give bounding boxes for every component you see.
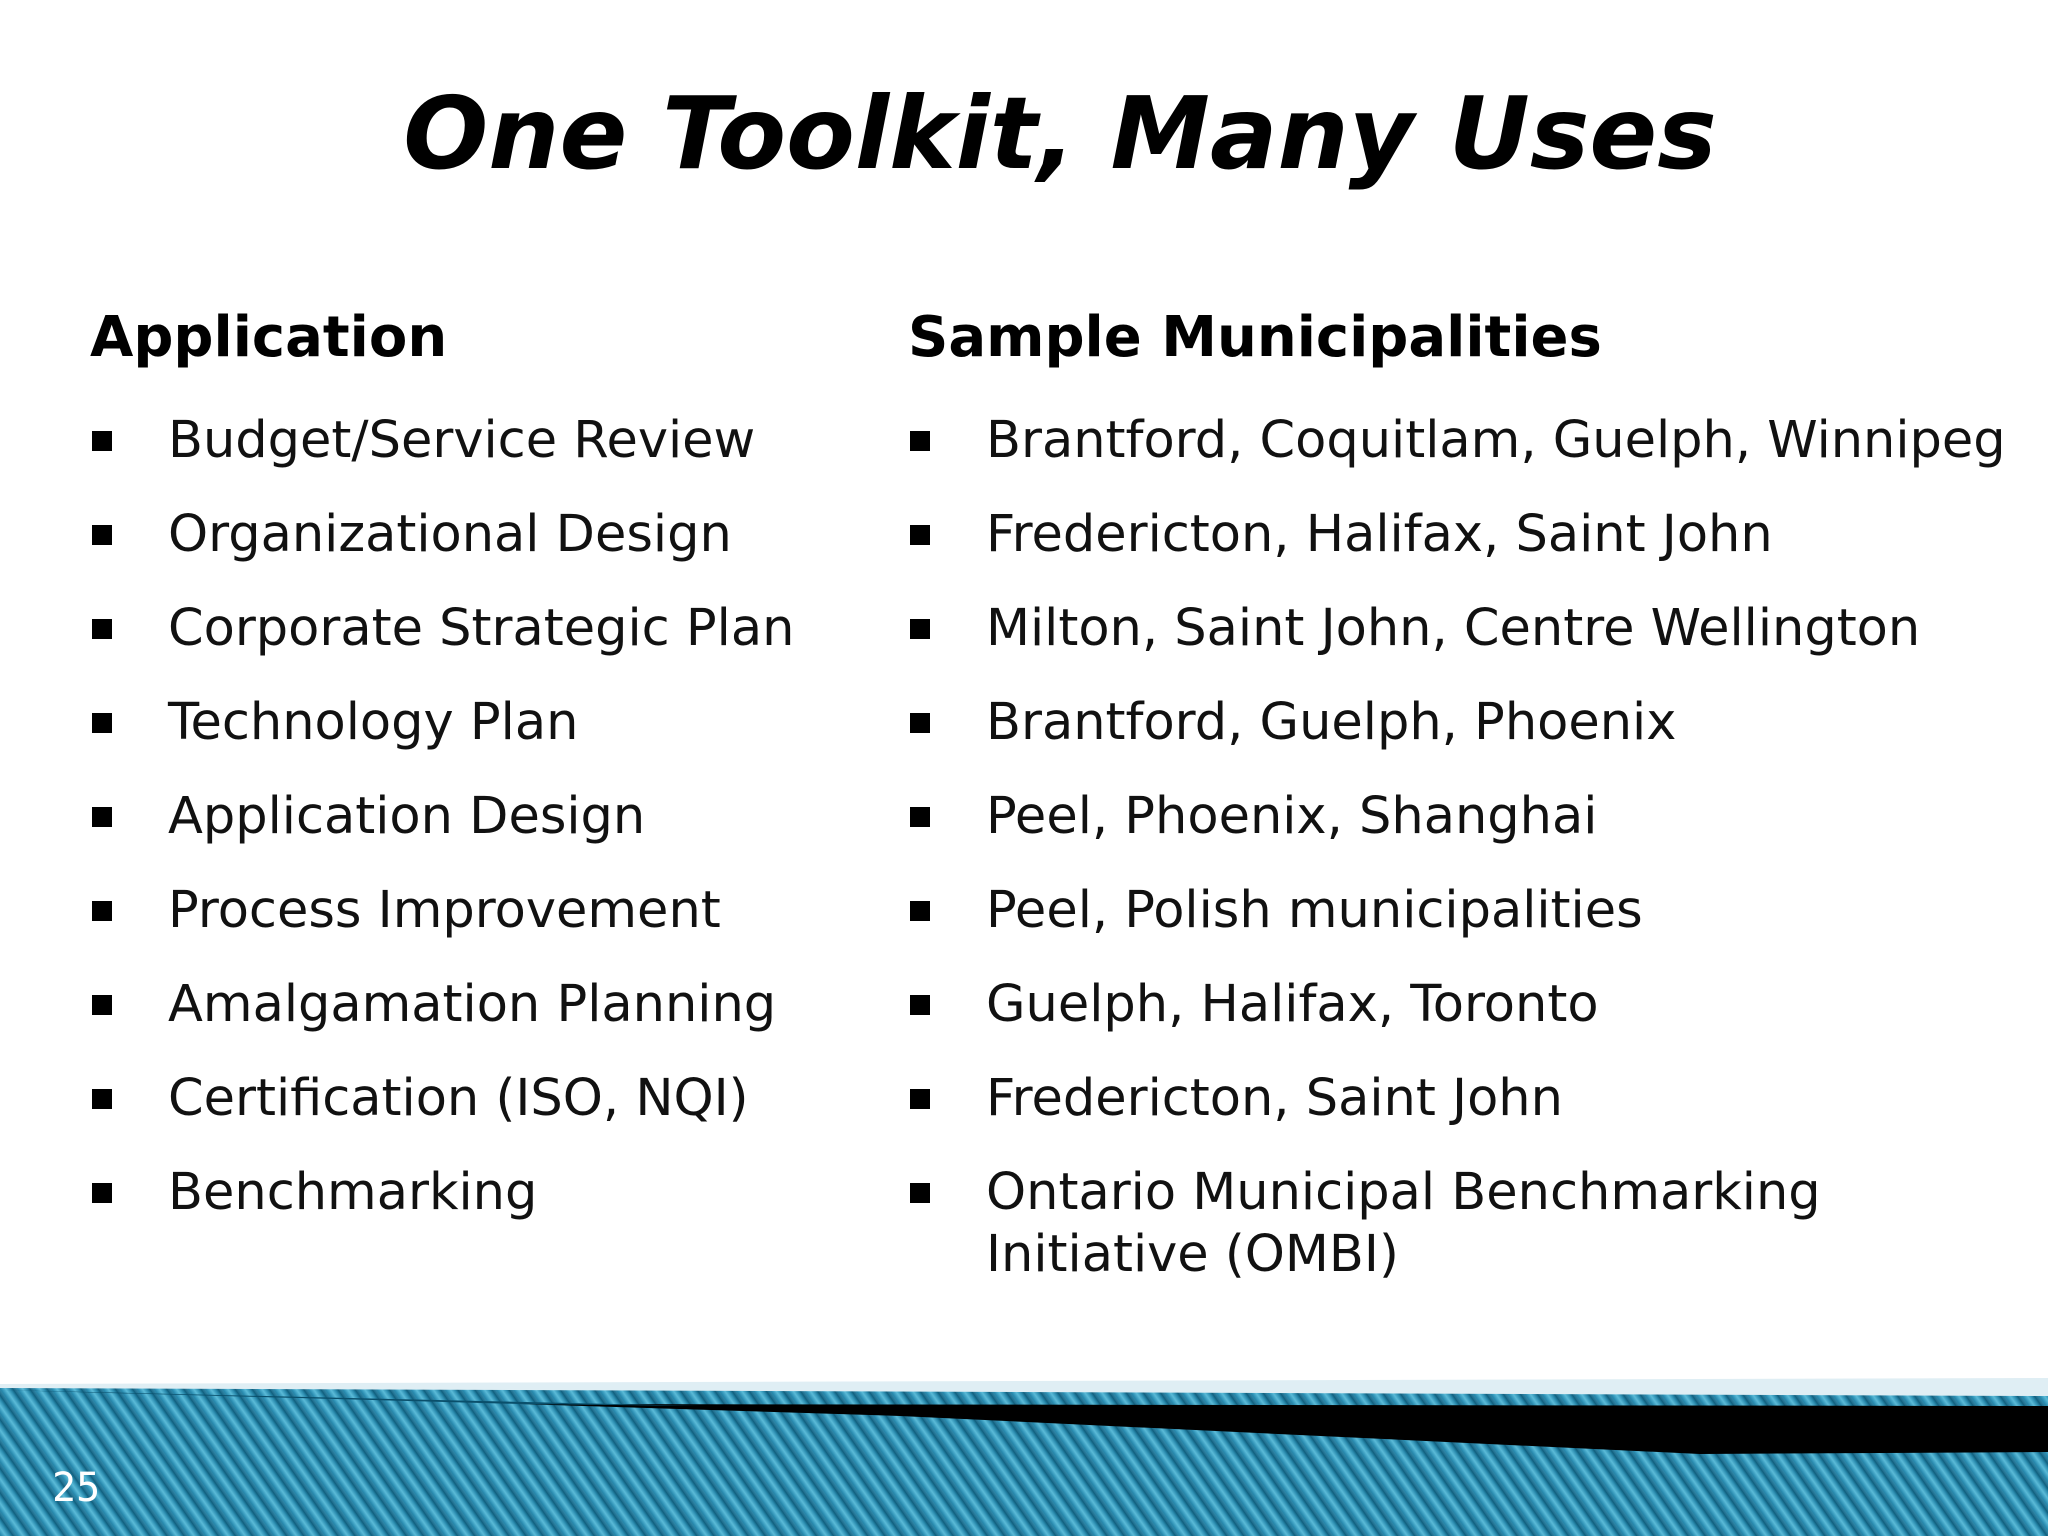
square-bullet-icon (910, 619, 930, 639)
municipality-item-text: Guelph, Halifax, Toronto (986, 975, 1599, 1034)
square-bullet-icon (910, 1183, 930, 1203)
application-item-text: Process Improvement (168, 881, 721, 940)
municipalities-column (908, 300, 2018, 1318)
municipality-item-text: Brantford, Guelph, Phoenix (986, 693, 1677, 752)
application-item (90, 1162, 870, 1224)
application-heading: Application (90, 305, 448, 370)
application-item (90, 692, 870, 754)
square-bullet-icon (92, 713, 112, 733)
application-item (90, 880, 870, 942)
application-column (90, 300, 870, 1256)
square-bullet-icon (910, 901, 930, 921)
municipality-item-text: Peel, Polish municipalities (986, 881, 1643, 940)
square-bullet-icon (92, 995, 112, 1015)
square-bullet-icon (92, 525, 112, 545)
municipality-item (908, 974, 2018, 1036)
municipalities-list (908, 410, 2018, 1286)
municipality-item-text: Fredericton, Saint John (986, 1069, 1563, 1128)
municipality-item (908, 1162, 2018, 1286)
application-item (90, 504, 870, 566)
application-item (90, 410, 870, 472)
municipality-item (908, 692, 2018, 754)
municipality-item (908, 786, 2018, 848)
municipality-item (908, 504, 2018, 566)
municipality-item (908, 1068, 2018, 1130)
municipality-item (908, 410, 2018, 472)
municipality-item (908, 880, 2018, 942)
application-item (90, 786, 870, 848)
square-bullet-icon (92, 1183, 112, 1203)
municipalities-heading: Sample Municipalities (908, 305, 1602, 370)
square-bullet-icon (92, 807, 112, 827)
municipality-item-text: Milton, Saint John, Centre Wellington (986, 599, 1921, 658)
square-bullet-icon (910, 525, 930, 545)
application-item-text: Certification (ISO, NQI) (168, 1069, 749, 1128)
application-item (90, 598, 870, 660)
page-number: 25 (52, 1465, 101, 1511)
municipality-item-text: Brantford, Coquitlam, Guelph, Winnipeg (986, 411, 2006, 470)
square-bullet-icon (92, 619, 112, 639)
municipality-item (908, 598, 2018, 660)
municipality-item-text: Fredericton, Halifax, Saint John (986, 505, 1773, 564)
application-item-text: Technology Plan (168, 693, 579, 752)
municipality-item-text: Ontario Municipal Benchmarking Initiative (OMBI) (986, 1163, 1821, 1284)
square-bullet-icon (910, 807, 930, 827)
square-bullet-icon (92, 431, 112, 451)
application-item (90, 974, 870, 1036)
square-bullet-icon (910, 431, 930, 451)
square-bullet-icon (92, 901, 112, 921)
municipality-item-text: Peel, Phoenix, Shanghai (986, 787, 1598, 846)
square-bullet-icon (910, 1089, 930, 1109)
footer-graphic (0, 1370, 2048, 1536)
application-item-text: Application Design (168, 787, 646, 846)
application-item-text: Organizational Design (168, 505, 732, 564)
application-item-text: Corporate Strategic Plan (168, 599, 795, 658)
application-item-text: Benchmarking (168, 1163, 538, 1222)
application-item (90, 1068, 870, 1130)
application-item-text: Budget/Service Review (168, 411, 756, 470)
square-bullet-icon (910, 995, 930, 1015)
footer-band (0, 1370, 2048, 1536)
application-item-text: Amalgamation Planning (168, 975, 777, 1034)
application-list (90, 410, 870, 1224)
square-bullet-icon (92, 1089, 112, 1109)
square-bullet-icon (910, 713, 930, 733)
slide-title: One Toolkit, Many Uses (403, 75, 1717, 192)
